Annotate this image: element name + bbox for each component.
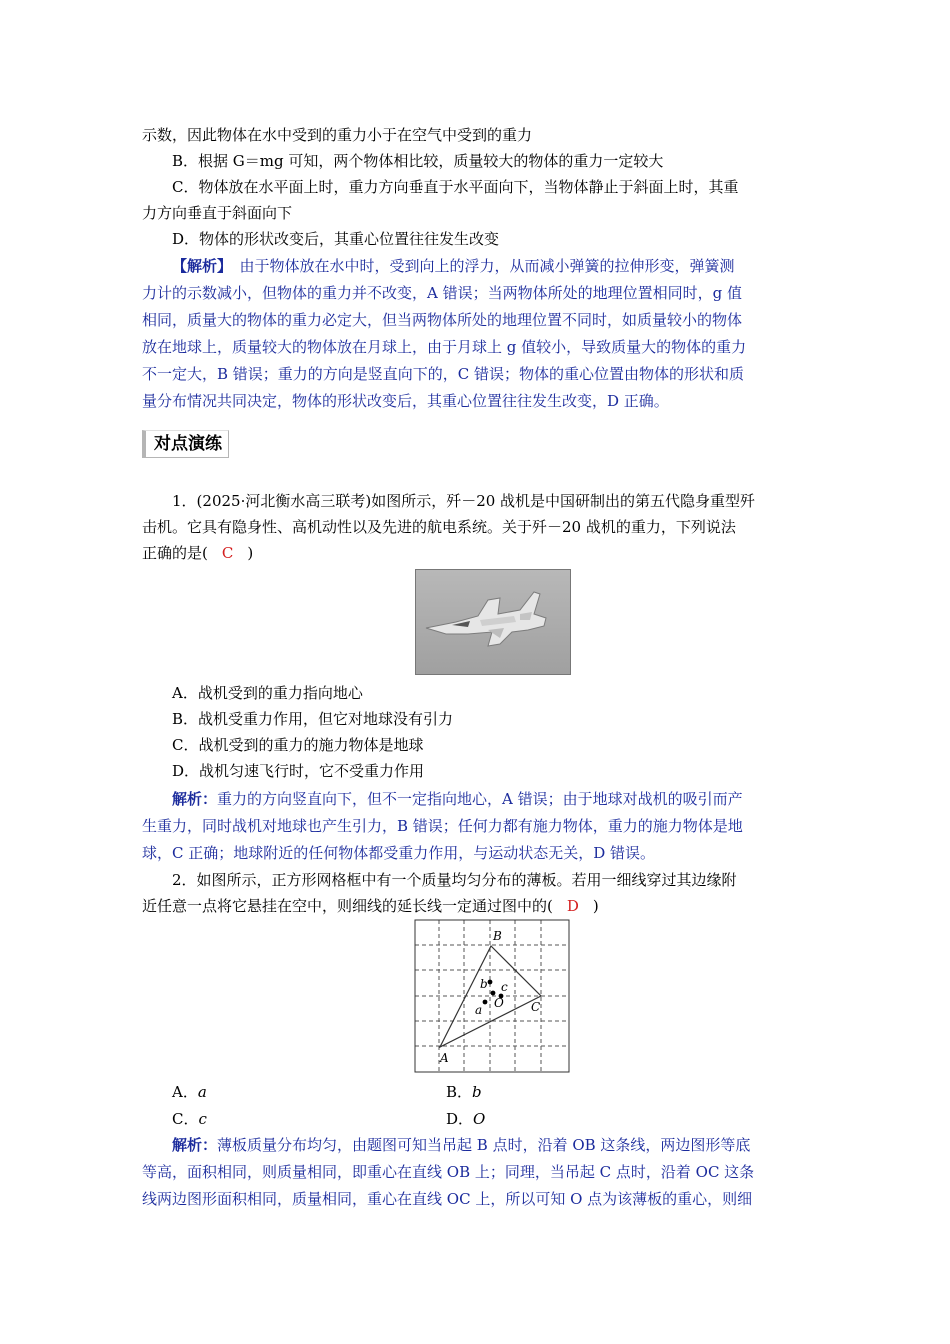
q1-stem: 击机。它具有隐身性、高机动性以及先进的航电系统。关于歼－20 战机的重力，下列说法	[142, 518, 736, 536]
q2-analysis-line	[172, 1132, 812, 1158]
q2-answer: D	[566, 897, 579, 915]
q1-option-d: D．战机匀速飞行时，它不受重力作用	[172, 762, 425, 780]
q2-analysis-line: 线两边图形面积相同，质量相同，重心在直线 OC 上，所以可知 O 点为该薄板的重心，则细	[142, 1190, 753, 1208]
grid-triangle-figure	[413, 918, 571, 1074]
analysis-line	[172, 253, 812, 279]
q2-option-b	[446, 1079, 646, 1105]
q1-option-c: C．战机受到的重力的施力物体是地球	[172, 736, 424, 754]
q2-option-c	[172, 1106, 432, 1132]
fighter-jet-photo	[415, 569, 571, 675]
analysis-line: 放在地球上，质量较大的物体放在月球上，由于月球上 g 值较小，导致质量大的物体的重力	[142, 338, 747, 356]
q2-analysis-line: 等高，面积相同，则质量相同，即重心在直线 OB 上；同理，当吊起 C 点时，沿着 OC 这条	[142, 1163, 755, 1181]
label-b-vertex: B	[493, 929, 502, 943]
q2-option-a	[172, 1079, 432, 1105]
q1-analysis-text: 重力的方向竖直向下，但不一定指向地心，A 错误；由于地球对战机的吸引而产	[217, 790, 743, 808]
q1-stem-end	[142, 540, 812, 566]
q2-option-letter: C．	[172, 1110, 199, 1128]
q1-stem: 1．(2025·河北衡水高三联考)如图所示，歼－20 战机是中国研制出的第五代隐身重型歼	[172, 492, 756, 510]
label-a-vertex: A	[440, 1051, 449, 1065]
analysis-line: 量分布情况共同决定，物体的形状改变后，其重心位置往往发生改变，D 正确。	[142, 392, 669, 410]
q2-option-letter: A．	[172, 1083, 198, 1101]
q2-option-d	[446, 1106, 646, 1132]
q2-analysis-text: 薄板质量分布均匀，由题图可知当吊起 B 点时，沿着 OB 这条线，两边图形等底	[217, 1136, 751, 1154]
q2-option-value: O	[473, 1110, 486, 1128]
q2-stem-end	[142, 893, 812, 919]
analysis-tag: 【解析】	[172, 257, 225, 275]
option-d: D．物体的形状改变后，其重心位置往往发生改变	[172, 230, 500, 248]
q2-stem-text: 近任意一点将它悬挂在空中，则细线的延长线一定通过图中的(	[142, 897, 553, 915]
label-b-point: b	[480, 977, 488, 991]
q1-answer: C	[221, 544, 234, 562]
option-c: C．物体放在水平面上时，重力方向垂直于水平面向下，当物体静止于斜面上时，其重	[172, 178, 739, 196]
q1-option-b: B．战机受重力作用，但它对地球没有引力	[172, 710, 454, 728]
jet-icon	[416, 570, 570, 674]
label-o-point: O	[494, 996, 504, 1010]
q2-option-value: b	[472, 1083, 482, 1101]
q1-analysis-line: 生重力，同时战机对地球也产生引力，B 错误；任何力都有施力物体，重力的施力物体是地	[142, 817, 743, 835]
analysis-text: 由于物体放在水中时，受到向上的浮力，从而减小弹簧的拉伸形变，弹簧测	[224, 257, 735, 275]
q1-analysis-line	[172, 786, 812, 812]
label-c-point: c	[501, 980, 508, 994]
text-line: 示数，因此物体在水中受到的重力小于在空气中受到的重力	[142, 126, 533, 144]
analysis-line: 力计的示数减小，但物体的重力并不改变，A 错误；当两物体所处的地理位置相同时，g 值	[142, 284, 742, 302]
q2-option-value: c	[198, 1110, 207, 1128]
q1-stem-text: 正确的是(	[142, 544, 208, 562]
q2-option-value: a	[197, 1083, 207, 1101]
label-c-vertex: C	[531, 1000, 541, 1014]
option-b: B．根据 G＝mg 可知，两个物体相比较，质量较大的物体的重力一定较大	[172, 152, 664, 170]
q2-option-letter: D．	[446, 1110, 474, 1128]
section-title: 对点演练	[142, 430, 229, 458]
q1-analysis-tag: 解析：	[172, 790, 218, 808]
analysis-line: 相同，质量大的物体的重力必定大，但当两物体所处的地理位置不同时，如质量较小的物体	[142, 311, 743, 329]
q1-paren: )	[247, 544, 254, 562]
q1-analysis-line: 球，C 正确；地球附近的任何物体都受重力作用，与运动状态无关，D 错误。	[142, 844, 656, 862]
analysis-line: 不一定大，B 错误；重力的方向是竖直向下的，C 错误；物体的重心位置由物体的形状和质	[142, 365, 745, 383]
label-a-point: a	[475, 1003, 483, 1017]
q2-paren: )	[592, 897, 599, 915]
q2-option-letter: B．	[446, 1083, 473, 1101]
q1-option-a: A．战机受到的重力指向地心	[172, 684, 363, 702]
q2-analysis-tag: 解析：	[172, 1136, 218, 1154]
q2-stem: 2．如图所示，正方形网格框中有一个质量均匀分布的薄板。若用一细线穿过其边缘附	[172, 871, 737, 889]
text-line: 力方向垂直于斜面向下	[142, 204, 293, 222]
